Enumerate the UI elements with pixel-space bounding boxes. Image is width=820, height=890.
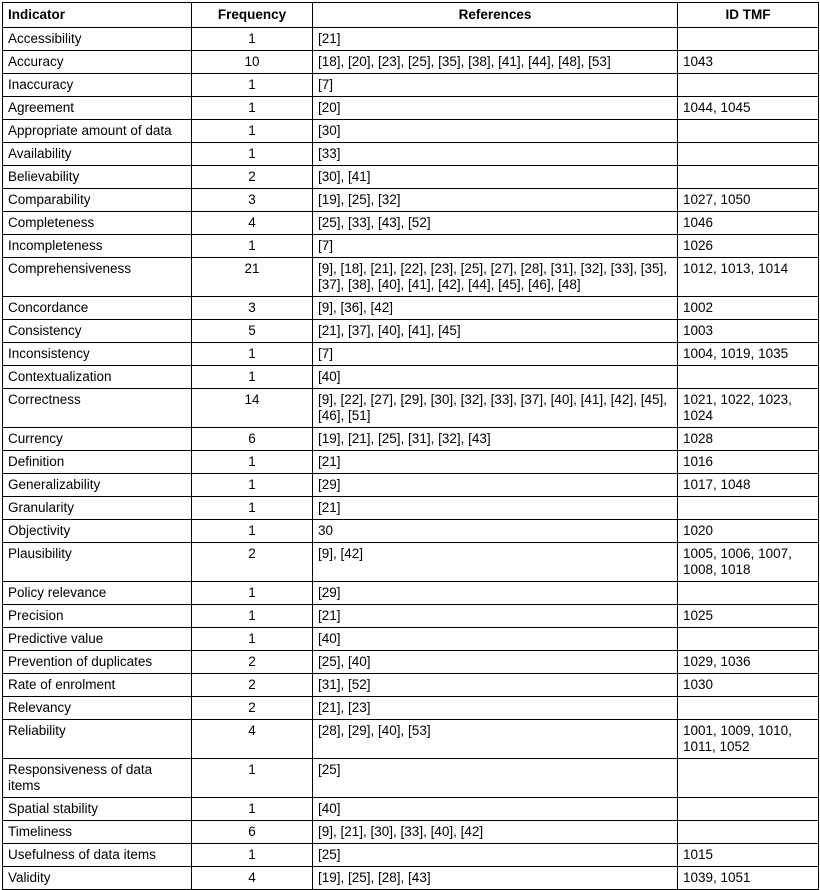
cell-references: [19], [21], [25], [31], [32], [43] bbox=[313, 428, 678, 451]
table-row bbox=[3, 74, 819, 97]
cell-frequency: 1 bbox=[192, 343, 313, 366]
cell-id-tmf: 1017, 1048 bbox=[678, 474, 819, 497]
table-row bbox=[3, 51, 819, 74]
cell-references: [29] bbox=[313, 474, 678, 497]
table-row bbox=[3, 628, 819, 651]
table-row bbox=[3, 674, 819, 697]
table-row bbox=[3, 120, 819, 143]
table-row bbox=[3, 720, 819, 759]
table-row bbox=[3, 28, 819, 51]
cell-indicator: Consistency bbox=[3, 320, 192, 343]
cell-references: [31], [52] bbox=[313, 674, 678, 697]
cell-id-tmf bbox=[678, 582, 819, 605]
cell-indicator: Policy relevance bbox=[3, 582, 192, 605]
cell-id-tmf: 1001, 1009, 1010, 1011, 1052 bbox=[678, 720, 819, 759]
cell-references: [21] bbox=[313, 605, 678, 628]
header-references: References bbox=[313, 3, 678, 28]
cell-indicator: Accessibility bbox=[3, 28, 192, 51]
cell-id-tmf: 1043 bbox=[678, 51, 819, 74]
cell-indicator: Timeliness bbox=[3, 821, 192, 844]
cell-indicator: Inaccuracy bbox=[3, 74, 192, 97]
cell-references: [19], [25], [32] bbox=[313, 189, 678, 212]
cell-frequency: 1 bbox=[192, 74, 313, 97]
cell-id-tmf bbox=[678, 143, 819, 166]
table-row bbox=[3, 474, 819, 497]
cell-frequency: 1 bbox=[192, 143, 313, 166]
cell-references: [19], [25], [28], [43] bbox=[313, 867, 678, 890]
cell-indicator: Correctness bbox=[3, 389, 192, 428]
cell-id-tmf: 1026 bbox=[678, 235, 819, 258]
cell-frequency: 1 bbox=[192, 497, 313, 520]
cell-id-tmf bbox=[678, 497, 819, 520]
cell-indicator: Appropriate amount of data bbox=[3, 120, 192, 143]
cell-references: [21] bbox=[313, 451, 678, 474]
cell-indicator: Accuracy bbox=[3, 51, 192, 74]
cell-references: [9], [18], [21], [22], [23], [25], [27], [28], [31], [32], [33], [35], [37], [38], [40], [41], [42], [44], [45], [46], [48] bbox=[313, 258, 678, 297]
cell-frequency: 1 bbox=[192, 366, 313, 389]
cell-frequency: 6 bbox=[192, 821, 313, 844]
table-row bbox=[3, 497, 819, 520]
table-row bbox=[3, 189, 819, 212]
cell-indicator: Currency bbox=[3, 428, 192, 451]
cell-indicator: Contextualization bbox=[3, 366, 192, 389]
cell-frequency: 4 bbox=[192, 867, 313, 890]
cell-references: [40] bbox=[313, 798, 678, 821]
cell-indicator: Objectivity bbox=[3, 520, 192, 543]
table-row bbox=[3, 651, 819, 674]
cell-references: [28], [29], [40], [53] bbox=[313, 720, 678, 759]
cell-frequency: 2 bbox=[192, 166, 313, 189]
cell-id-tmf: 1002 bbox=[678, 297, 819, 320]
cell-id-tmf: 1044, 1045 bbox=[678, 97, 819, 120]
table-row bbox=[3, 389, 819, 428]
cell-indicator: Predictive value bbox=[3, 628, 192, 651]
cell-id-tmf: 1028 bbox=[678, 428, 819, 451]
cell-id-tmf bbox=[678, 74, 819, 97]
cell-references: [25], [40] bbox=[313, 651, 678, 674]
table-row bbox=[3, 844, 819, 867]
cell-indicator: Definition bbox=[3, 451, 192, 474]
cell-id-tmf bbox=[678, 628, 819, 651]
table-row bbox=[3, 366, 819, 389]
table-row bbox=[3, 166, 819, 189]
cell-references: [40] bbox=[313, 628, 678, 651]
cell-indicator: Comprehensiveness bbox=[3, 258, 192, 297]
cell-frequency: 1 bbox=[192, 628, 313, 651]
cell-id-tmf bbox=[678, 120, 819, 143]
table-row bbox=[3, 320, 819, 343]
cell-references: [30], [41] bbox=[313, 166, 678, 189]
cell-references: [18], [20], [23], [25], [35], [38], [41], [44], [48], [53] bbox=[313, 51, 678, 74]
table-row bbox=[3, 759, 819, 798]
cell-references: [21], [37], [40], [41], [45] bbox=[313, 320, 678, 343]
cell-id-tmf: 1003 bbox=[678, 320, 819, 343]
cell-id-tmf: 1025 bbox=[678, 605, 819, 628]
header-id-tmf: ID TMF bbox=[678, 3, 819, 28]
cell-indicator: Spatial stability bbox=[3, 798, 192, 821]
cell-indicator: Relevancy bbox=[3, 697, 192, 720]
table-row bbox=[3, 297, 819, 320]
table-row bbox=[3, 697, 819, 720]
cell-id-tmf: 1016 bbox=[678, 451, 819, 474]
cell-frequency: 4 bbox=[192, 720, 313, 759]
cell-indicator: Rate of enrolment bbox=[3, 674, 192, 697]
cell-indicator: Generalizability bbox=[3, 474, 192, 497]
cell-frequency: 4 bbox=[192, 212, 313, 235]
cell-indicator: Precision bbox=[3, 605, 192, 628]
cell-id-tmf bbox=[678, 697, 819, 720]
cell-frequency: 2 bbox=[192, 651, 313, 674]
cell-indicator: Validity bbox=[3, 867, 192, 890]
cell-indicator: Plausibility bbox=[3, 543, 192, 582]
table-row bbox=[3, 143, 819, 166]
cell-indicator: Agreement bbox=[3, 97, 192, 120]
cell-references: [30] bbox=[313, 120, 678, 143]
cell-frequency: 1 bbox=[192, 582, 313, 605]
cell-frequency: 1 bbox=[192, 520, 313, 543]
cell-frequency: 1 bbox=[192, 235, 313, 258]
cell-id-tmf: 1029, 1036 bbox=[678, 651, 819, 674]
cell-id-tmf: 1012, 1013, 1014 bbox=[678, 258, 819, 297]
cell-references: [29] bbox=[313, 582, 678, 605]
cell-id-tmf bbox=[678, 759, 819, 798]
cell-frequency: 1 bbox=[192, 474, 313, 497]
cell-references: [25], [33], [43], [52] bbox=[313, 212, 678, 235]
table-row bbox=[3, 212, 819, 235]
header-row bbox=[3, 3, 819, 28]
cell-frequency: 1 bbox=[192, 97, 313, 120]
cell-id-tmf: 1027, 1050 bbox=[678, 189, 819, 212]
table-row bbox=[3, 798, 819, 821]
cell-indicator: Reliability bbox=[3, 720, 192, 759]
cell-id-tmf bbox=[678, 798, 819, 821]
cell-references: 30 bbox=[313, 520, 678, 543]
cell-id-tmf: 1015 bbox=[678, 844, 819, 867]
table-row bbox=[3, 543, 819, 582]
cell-references: [33] bbox=[313, 143, 678, 166]
cell-id-tmf: 1030 bbox=[678, 674, 819, 697]
table-row bbox=[3, 605, 819, 628]
cell-id-tmf: 1021, 1022, 1023, 1024 bbox=[678, 389, 819, 428]
cell-frequency: 2 bbox=[192, 543, 313, 582]
cell-id-tmf bbox=[678, 28, 819, 51]
header-indicator: Indicator bbox=[3, 3, 192, 28]
cell-frequency: 10 bbox=[192, 51, 313, 74]
table-row bbox=[3, 582, 819, 605]
cell-indicator: Responsiveness of data items bbox=[3, 759, 192, 798]
table-row bbox=[3, 451, 819, 474]
cell-indicator: Incompleteness bbox=[3, 235, 192, 258]
indicator-table bbox=[2, 2, 819, 890]
table-body bbox=[3, 28, 819, 890]
cell-frequency: 1 bbox=[192, 28, 313, 51]
cell-frequency: 1 bbox=[192, 605, 313, 628]
cell-frequency: 21 bbox=[192, 258, 313, 297]
cell-references: [21] bbox=[313, 28, 678, 51]
cell-frequency: 14 bbox=[192, 389, 313, 428]
cell-id-tmf: 1004, 1019, 1035 bbox=[678, 343, 819, 366]
cell-references: [25] bbox=[313, 759, 678, 798]
cell-frequency: 3 bbox=[192, 297, 313, 320]
cell-indicator: Availability bbox=[3, 143, 192, 166]
cell-id-tmf: 1046 bbox=[678, 212, 819, 235]
cell-indicator: Prevention of duplicates bbox=[3, 651, 192, 674]
cell-frequency: 3 bbox=[192, 189, 313, 212]
cell-references: [9], [36], [42] bbox=[313, 297, 678, 320]
cell-indicator: Concordance bbox=[3, 297, 192, 320]
cell-references: [21], [23] bbox=[313, 697, 678, 720]
cell-indicator: Usefulness of data items bbox=[3, 844, 192, 867]
cell-frequency: 5 bbox=[192, 320, 313, 343]
cell-id-tmf bbox=[678, 166, 819, 189]
cell-references: [9], [21], [30], [33], [40], [42] bbox=[313, 821, 678, 844]
cell-indicator: Completeness bbox=[3, 212, 192, 235]
table-row bbox=[3, 343, 819, 366]
cell-references: [7] bbox=[313, 343, 678, 366]
cell-frequency: 1 bbox=[192, 844, 313, 867]
cell-references: [7] bbox=[313, 74, 678, 97]
cell-id-tmf: 1039, 1051 bbox=[678, 867, 819, 890]
table-row bbox=[3, 258, 819, 297]
table-row bbox=[3, 97, 819, 120]
cell-references: [7] bbox=[313, 235, 678, 258]
cell-references: [21] bbox=[313, 497, 678, 520]
cell-frequency: 6 bbox=[192, 428, 313, 451]
cell-indicator: Granularity bbox=[3, 497, 192, 520]
table-row bbox=[3, 428, 819, 451]
cell-references: [9], [22], [27], [29], [30], [32], [33], [37], [40], [41], [42], [45], [46], [51] bbox=[313, 389, 678, 428]
table-row bbox=[3, 821, 819, 844]
cell-references: [9], [42] bbox=[313, 543, 678, 582]
cell-references: [40] bbox=[313, 366, 678, 389]
cell-id-tmf bbox=[678, 366, 819, 389]
header-frequency: Frequency bbox=[192, 3, 313, 28]
cell-indicator: Comparability bbox=[3, 189, 192, 212]
cell-references: [25] bbox=[313, 844, 678, 867]
table-row bbox=[3, 235, 819, 258]
cell-frequency: 2 bbox=[192, 697, 313, 720]
cell-frequency: 1 bbox=[192, 759, 313, 798]
cell-id-tmf: 1020 bbox=[678, 520, 819, 543]
cell-id-tmf bbox=[678, 821, 819, 844]
table-row bbox=[3, 520, 819, 543]
cell-frequency: 1 bbox=[192, 120, 313, 143]
cell-indicator: Believability bbox=[3, 166, 192, 189]
cell-frequency: 2 bbox=[192, 674, 313, 697]
cell-frequency: 1 bbox=[192, 451, 313, 474]
cell-references: [20] bbox=[313, 97, 678, 120]
cell-id-tmf: 1005, 1006, 1007, 1008, 1018 bbox=[678, 543, 819, 582]
cell-frequency: 1 bbox=[192, 798, 313, 821]
cell-indicator: Inconsistency bbox=[3, 343, 192, 366]
